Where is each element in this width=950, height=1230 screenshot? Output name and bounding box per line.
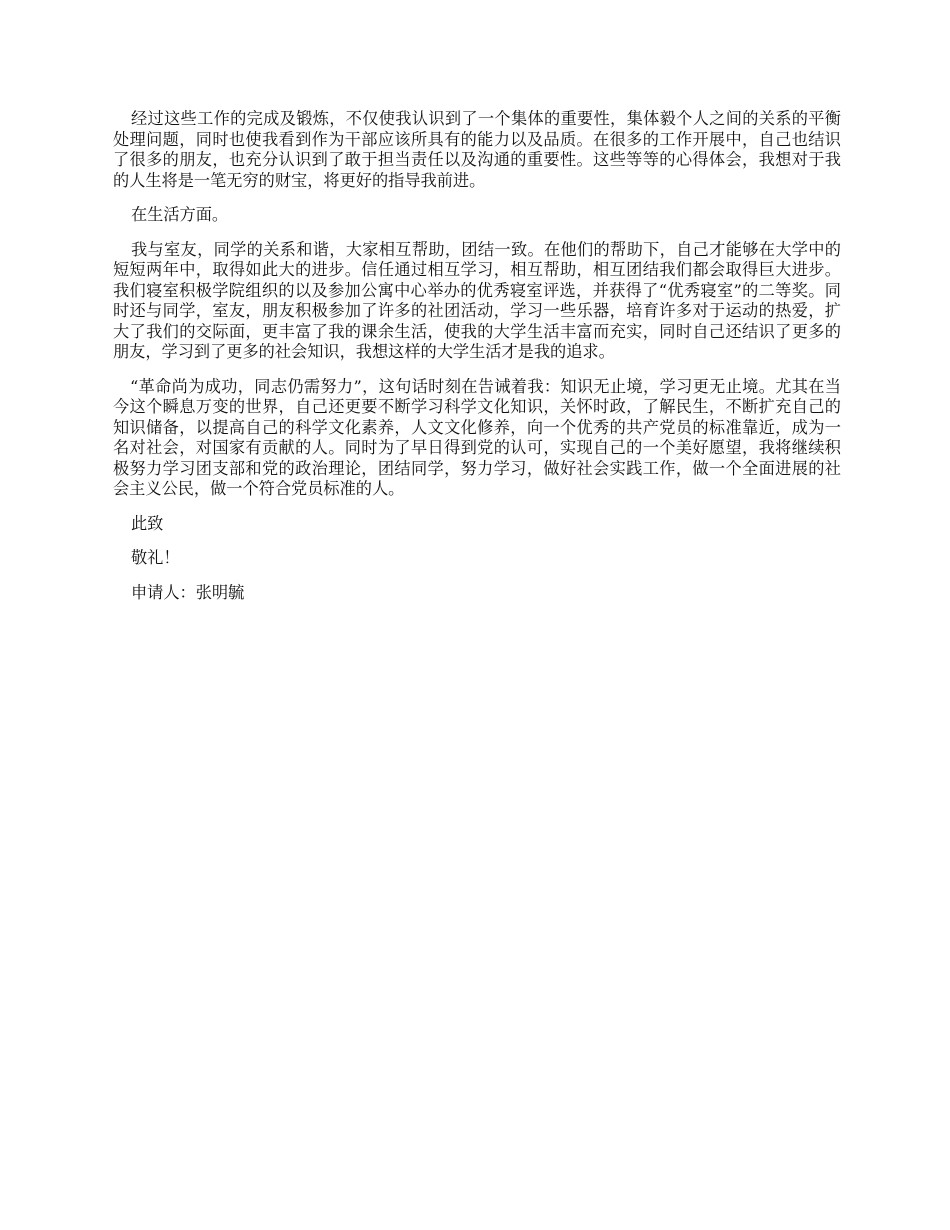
paragraph-life-details: 我与室友，同学的关系和谐，大家相互帮助，团结一致。在他们的帮助下，自己才能够在大学中的短短两年中，取得如此大的进步。信任通过相互学习，相互帮助，相互团结我们都会取得巨大进步。我们寝室积极学院组织的以及参加公寓中心举办的优秀寝室评选，并获得了“优秀寝室”的二等奖。同时还与同学，室友，朋友积极参加了许多的社团活动，学习一些乐器，培育许多对于运动的热爱，扩大了我们的交际面，更丰富了我的课余生活，使我的大学生活丰富而充实，同时自己还结识了更多的朋友，学习到了更多的社会知识，我想这样的大学生活才是我的追求。: [113, 239, 841, 361]
paragraph-life-heading: 在生活方面。: [131, 205, 229, 224]
closing-regards: 敬礼！: [131, 548, 180, 567]
closing-salutation: 此致: [131, 513, 164, 533]
paragraph-work-reflection: 经过这些工作的完成及锻炼，不仅使我认识到了一个集体的重要性，集体毅个人之间的关系的平衡处理问题，同时也使我看到作为干部应该所具有的能力以及品质。在很多的工作开展中，自己也结识了很多的朋友，也充分认识到了敢于担当责任以及沟通的重要性。这些等等的心得体会，我想对于我的人生将是一笔无穷的财宝，将更好的指导我前进。: [113, 109, 841, 190]
document-page: [113, 109, 841, 617]
applicant-signature: 申请人：张明毓: [131, 582, 245, 602]
paragraph-future-goals: “革命尚为成功，同志仍需努力”，这句话时刻在告诫着我：知识无止境，学习更无止境。尤其在当今这个瞬息万变的世界，自己还更要不断学习科学文化知识，关怀时政，了解民生，不断扩充自己的知识储备，以提高自己的科学文化素养，人文文化修养，向一个优秀的共产党员的标准靠近，成为一名对社会，对国家有贡献的人。同时为了早日得到党的认可，实现自己的一个美好愿望，我将继续积极努力学习团支部和党的政治理论，团结同学，努力学习，做好社会实践工作，做一个全面进展的社会主义公民，做一个符合党员标准的人。: [113, 376, 841, 498]
